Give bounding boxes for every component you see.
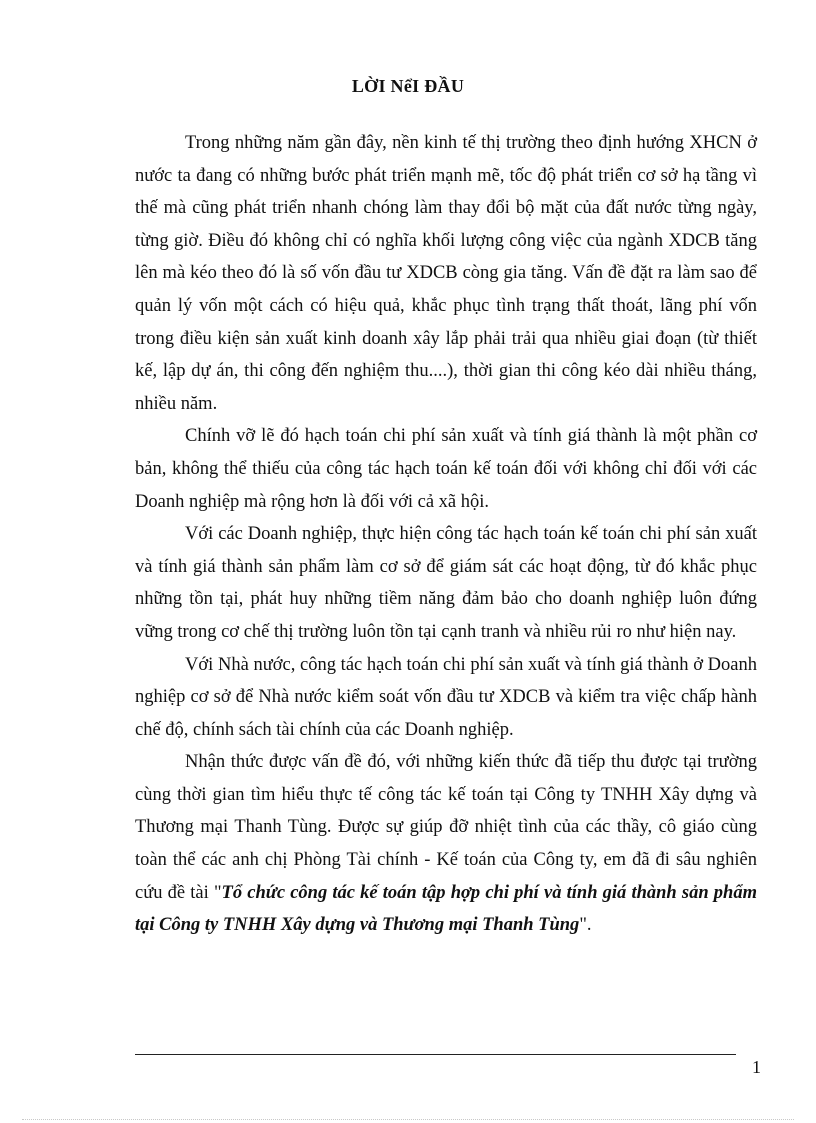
page-number: 1 xyxy=(752,1057,761,1077)
page-bottom-dotted-border xyxy=(22,1119,794,1120)
paragraph-topic xyxy=(135,746,757,942)
page-title: LỜI NểI ĐẦU xyxy=(351,76,465,96)
footer-rule xyxy=(135,1054,736,1055)
thesis-topic-title: Tổ chức công tác kế toán tập hợp chi phí và tính giá thành sản phẩm tại Công ty TNHH Xây dựng và Thương mại Thanh Tùng xyxy=(135,882,757,936)
paragraph: Trong những năm gần đây, nền kinh tế thị trường theo định hướng XHCN ở nước ta đang có những bước phát triển mạnh mẽ, tốc độ phát triển cơ sở hạ tầng vì thế mà cũng phát triển nhanh chóng làm thay đổi bộ mặt của đất nước từng ngày, từng giờ. Điều đó không chỉ có nghĩa khối lượng công việc của ngành XDCB tăng lên mà kéo theo đó là số vốn đầu tư XDCB còng gia tăng. Vấn đề đặt ra làm sao để quản lý vốn một cách có hiệu quả, khắc phục tình trạng thất thoát, lãng phí vốn trong điều kiện sản xuất kinh doanh xây lắp phải trải qua nhiều giai đoạn (từ thiết kế, lập dự án, thi công đến nghiệm thu....), thời gian thi công kéo dài nhiều tháng, nhiều năm. xyxy=(135,133,757,414)
paragraph: Chính vỡ lẽ đó hạch toán chi phí sản xuất và tính giá thành là một phần cơ bản, không thể thiếu của công tác hạch toán kế toán đối với không chỉ đối với các Doanh nghiệp mà rộng hơn là đối với cả xã hội. xyxy=(135,426,757,512)
paragraph: Với Nhà nước, công tác hạch toán chi phí sản xuất và tính giá thành ở Doanh nghiệp cơ sở để Nhà nước kiểm soát vốn đầu tư XDCB và kiểm tra việc chấp hành chế độ, chính sách tài chính của các Doanh nghiệp. xyxy=(135,654,757,740)
paragraph: Với các Doanh nghiệp, thực hiện công tác hạch toán kế toán chi phí sản xuất và tính giá thành sản phẩm làm cơ sở để giám sát các hoạt động, từ đó khắc phục những tồn tại, phát huy những tiềm năng đảm bảo cho doanh nghiệp luôn đứng vững trong cơ chế thị trường luôn tồn tại cạnh tranh và nhiều rủi ro như hiện nay. xyxy=(135,524,757,642)
paragraph-text: Nhận thức được vấn đề đó, với những kiến thức đã tiếp thu được tại trường cùng thời gian tìm hiểu thực tế công tác kế toán tại Công ty TNHH Xây dựng và Thương mại Thanh Tùng. Được sự giúp đỡ nhiệt tình của các thầy, cô giáo cùng toàn thể các anh chị Phòng Tài chính - Kế toán của Công ty, em đã đi sâu nghiên cứu đề tài " xyxy=(135,752,757,903)
paragraph-tail: ". xyxy=(579,915,592,936)
body-text xyxy=(135,127,757,942)
